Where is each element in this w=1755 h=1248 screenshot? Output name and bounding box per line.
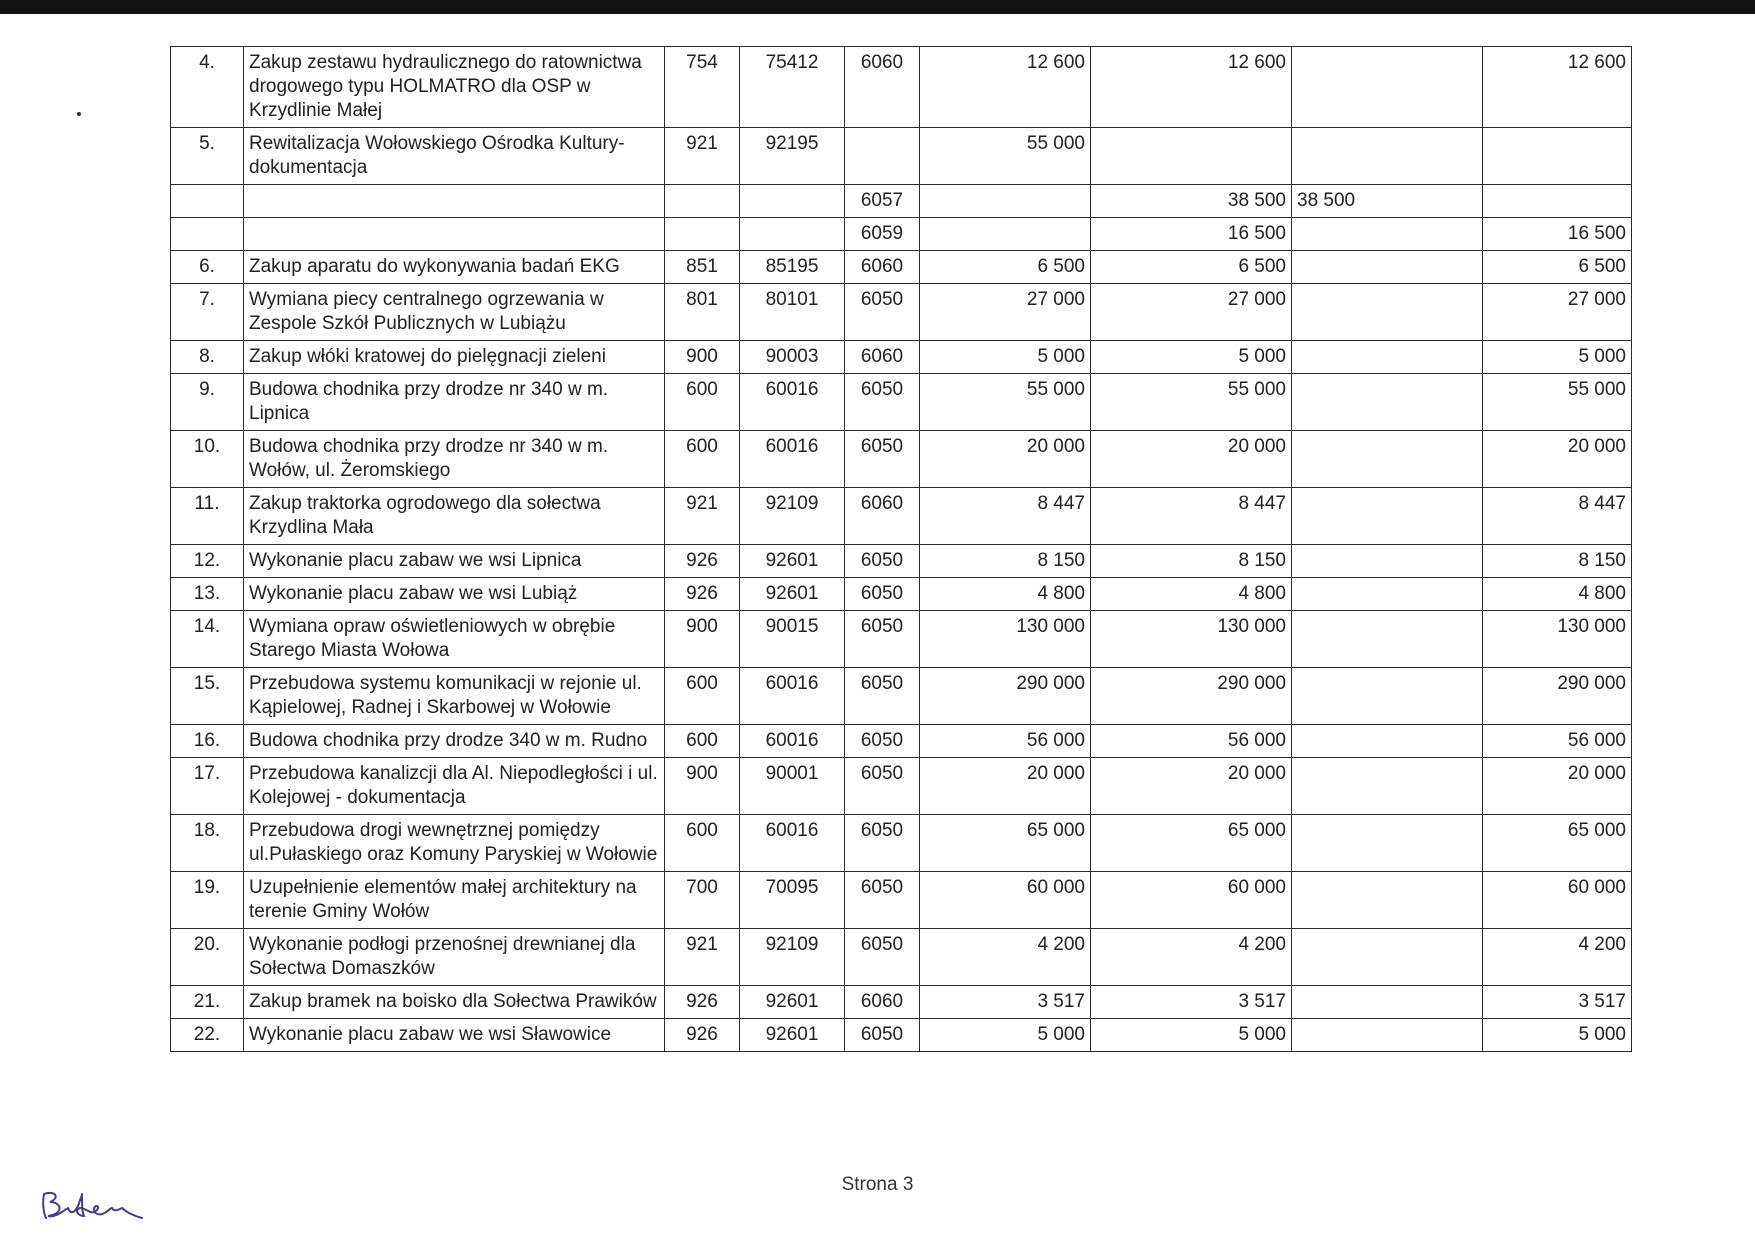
year-amount-cell: 55 000 <box>1091 374 1292 431</box>
row-number-cell: 7. <box>171 284 244 341</box>
budget-amount-cell: 56 000 <box>1483 725 1632 758</box>
task-name-cell: Rewitalizacja Wołowskiego Ośrodka Kultury- dokumentacja <box>244 128 665 185</box>
row-number-cell: 5. <box>171 128 244 185</box>
paragraf-code-cell: 6050 <box>845 578 920 611</box>
other-sources-cell <box>1292 986 1483 1019</box>
table-row <box>171 251 1632 284</box>
budget-amount-cell: 4 200 <box>1483 929 1632 986</box>
paragraf-code-cell: 6050 <box>845 545 920 578</box>
rozdzial-code-cell: 60016 <box>740 668 845 725</box>
budget-amount-cell: 130 000 <box>1483 611 1632 668</box>
rozdzial-code-cell: 92601 <box>740 1019 845 1052</box>
total-value-cell: 5 000 <box>920 341 1091 374</box>
paragraf-code-cell: 6060 <box>845 251 920 284</box>
investment-table <box>170 46 1632 1052</box>
table-row <box>171 374 1632 431</box>
rozdzial-code-cell: 92195 <box>740 128 845 185</box>
table-row <box>171 668 1632 725</box>
table-row <box>171 431 1632 488</box>
other-sources-cell <box>1292 284 1483 341</box>
dzial-code-cell: 926 <box>665 545 740 578</box>
task-name-cell: Wymiana opraw oświetleniowych w obrębie Starego Miasta Wołowa <box>244 611 665 668</box>
task-name-cell: Wymiana piecy centralnego ogrzewania w Zespole Szkół Publicznych w Lubiążu <box>244 284 665 341</box>
rozdzial-code-cell: 90003 <box>740 341 845 374</box>
year-amount-cell: 4 200 <box>1091 929 1292 986</box>
budget-amount-cell: 16 500 <box>1483 218 1632 251</box>
paragraf-code-cell: 6060 <box>845 488 920 545</box>
year-amount-cell <box>1091 128 1292 185</box>
budget-amount-cell: 12 600 <box>1483 47 1632 128</box>
total-value-cell: 4 200 <box>920 929 1091 986</box>
task-name-cell <box>244 218 665 251</box>
task-name-cell: Budowa chodnika przy drodze nr 340 w m. Wołów, ul. Żeromskiego <box>244 431 665 488</box>
total-value-cell: 55 000 <box>920 374 1091 431</box>
year-amount-cell: 65 000 <box>1091 815 1292 872</box>
dzial-code-cell: 600 <box>665 374 740 431</box>
dzial-code-cell: 921 <box>665 488 740 545</box>
table-row <box>171 611 1632 668</box>
table-row <box>171 1019 1632 1052</box>
other-sources-cell <box>1292 1019 1483 1052</box>
row-number-cell: 22. <box>171 1019 244 1052</box>
total-value-cell: 55 000 <box>920 128 1091 185</box>
row-number-cell: 14. <box>171 611 244 668</box>
paragraf-code-cell: 6050 <box>845 374 920 431</box>
total-value-cell <box>920 185 1091 218</box>
year-amount-cell: 3 517 <box>1091 986 1292 1019</box>
dzial-code-cell: 926 <box>665 578 740 611</box>
row-number-cell: 21. <box>171 986 244 1019</box>
dzial-code-cell: 801 <box>665 284 740 341</box>
scan-speck <box>77 112 81 116</box>
total-value-cell: 130 000 <box>920 611 1091 668</box>
budget-amount-cell: 5 000 <box>1483 1019 1632 1052</box>
row-number-cell: 15. <box>171 668 244 725</box>
table-row <box>171 341 1632 374</box>
year-amount-cell: 56 000 <box>1091 725 1292 758</box>
task-name-cell: Zakup bramek na boisko dla Sołectwa Prawików <box>244 986 665 1019</box>
dzial-code-cell: 900 <box>665 611 740 668</box>
paragraf-code-cell: 6057 <box>845 185 920 218</box>
other-sources-cell <box>1292 545 1483 578</box>
rozdzial-code-cell: 92109 <box>740 488 845 545</box>
row-number-cell <box>171 185 244 218</box>
task-name-cell: Wykonanie placu zabaw we wsi Sławowice <box>244 1019 665 1052</box>
row-number-cell: 19. <box>171 872 244 929</box>
paragraf-code-cell: 6050 <box>845 758 920 815</box>
dzial-code-cell: 900 <box>665 341 740 374</box>
row-number-cell: 6. <box>171 251 244 284</box>
other-sources-cell <box>1292 815 1483 872</box>
table-row <box>171 128 1632 185</box>
rozdzial-code-cell: 60016 <box>740 431 845 488</box>
total-value-cell: 27 000 <box>920 284 1091 341</box>
table-row <box>171 185 1632 218</box>
investment-table-body <box>171 47 1632 1052</box>
total-value-cell: 20 000 <box>920 758 1091 815</box>
task-name-cell: Zakup włóki kratowej do pielęgnacji zieleni <box>244 341 665 374</box>
year-amount-cell: 27 000 <box>1091 284 1292 341</box>
paragraf-code-cell: 6050 <box>845 668 920 725</box>
other-sources-cell <box>1292 611 1483 668</box>
task-name-cell: Zakup aparatu do wykonywania badań EKG <box>244 251 665 284</box>
paragraf-code-cell: 6050 <box>845 611 920 668</box>
year-amount-cell: 38 500 <box>1091 185 1292 218</box>
other-sources-cell <box>1292 929 1483 986</box>
rozdzial-code-cell: 60016 <box>740 374 845 431</box>
total-value-cell: 4 800 <box>920 578 1091 611</box>
dzial-code-cell: 900 <box>665 758 740 815</box>
dzial-code-cell: 600 <box>665 815 740 872</box>
other-sources-cell <box>1292 218 1483 251</box>
other-sources-cell <box>1292 488 1483 545</box>
rozdzial-code-cell: 90001 <box>740 758 845 815</box>
other-sources-cell <box>1292 872 1483 929</box>
paragraf-code-cell: 6050 <box>845 872 920 929</box>
dzial-code-cell: 600 <box>665 431 740 488</box>
other-sources-cell <box>1292 47 1483 128</box>
total-value-cell: 5 000 <box>920 1019 1091 1052</box>
table-row <box>171 578 1632 611</box>
row-number-cell: 8. <box>171 341 244 374</box>
year-amount-cell: 12 600 <box>1091 47 1292 128</box>
rozdzial-code-cell: 92601 <box>740 986 845 1019</box>
paragraf-code-cell <box>845 128 920 185</box>
year-amount-cell: 8 150 <box>1091 545 1292 578</box>
paragraf-code-cell: 6060 <box>845 47 920 128</box>
paragraf-code-cell: 6050 <box>845 725 920 758</box>
dzial-code-cell: 921 <box>665 929 740 986</box>
dzial-code-cell: 926 <box>665 986 740 1019</box>
paragraf-code-cell: 6050 <box>845 284 920 341</box>
budget-amount-cell: 290 000 <box>1483 668 1632 725</box>
table-row <box>171 47 1632 128</box>
rozdzial-code-cell: 60016 <box>740 725 845 758</box>
rozdzial-code-cell: 92601 <box>740 545 845 578</box>
year-amount-cell: 130 000 <box>1091 611 1292 668</box>
paragraf-code-cell: 6059 <box>845 218 920 251</box>
paragraf-code-cell: 6050 <box>845 815 920 872</box>
dzial-code-cell: 921 <box>665 128 740 185</box>
rozdzial-code-cell: 92601 <box>740 578 845 611</box>
total-value-cell: 8 447 <box>920 488 1091 545</box>
other-sources-cell <box>1292 128 1483 185</box>
rozdzial-code-cell: 75412 <box>740 47 845 128</box>
total-value-cell: 60 000 <box>920 872 1091 929</box>
table-row <box>171 218 1632 251</box>
row-number-cell <box>171 218 244 251</box>
year-amount-cell: 5 000 <box>1091 1019 1292 1052</box>
budget-amount-cell: 20 000 <box>1483 758 1632 815</box>
year-amount-cell: 20 000 <box>1091 431 1292 488</box>
table-row <box>171 725 1632 758</box>
task-name-cell: Wykonanie podłogi przenośnej drewnianej dla Sołectwa Domaszków <box>244 929 665 986</box>
year-amount-cell: 4 800 <box>1091 578 1292 611</box>
task-name-cell: Przebudowa drogi wewnętrznej pomiędzy ul.Pułaskiego oraz Komuny Paryskiej w Wołowie <box>244 815 665 872</box>
page-number: Strona 3 <box>841 1174 914 1195</box>
row-number-cell: 11. <box>171 488 244 545</box>
budget-amount-cell: 4 800 <box>1483 578 1632 611</box>
budget-amount-cell: 8 150 <box>1483 545 1632 578</box>
total-value-cell: 12 600 <box>920 47 1091 128</box>
table-row <box>171 758 1632 815</box>
row-number-cell: 9. <box>171 374 244 431</box>
budget-amount-cell: 8 447 <box>1483 488 1632 545</box>
budget-amount-cell: 20 000 <box>1483 431 1632 488</box>
row-number-cell: 16. <box>171 725 244 758</box>
other-sources-cell: 38 500 <box>1292 185 1483 218</box>
task-name-cell: Przebudowa systemu komunikacji w rejonie ul. Kąpielowej, Radnej i Skarbowej w Wołowie <box>244 668 665 725</box>
task-name-cell: Wykonanie placu zabaw we wsi Lubiąż <box>244 578 665 611</box>
handwritten-signature <box>38 1186 168 1226</box>
budget-amount-cell: 3 517 <box>1483 986 1632 1019</box>
dzial-code-cell <box>665 218 740 251</box>
task-name-cell: Wykonanie placu zabaw we wsi Lipnica <box>244 545 665 578</box>
rozdzial-code-cell: 60016 <box>740 815 845 872</box>
row-number-cell: 18. <box>171 815 244 872</box>
task-name-cell: Przebudowa kanalizcji dla Al. Niepodległości i ul. Kolejowej - dokumentacja <box>244 758 665 815</box>
total-value-cell: 3 517 <box>920 986 1091 1019</box>
year-amount-cell: 8 447 <box>1091 488 1292 545</box>
paragraf-code-cell: 6050 <box>845 431 920 488</box>
dzial-code-cell: 600 <box>665 668 740 725</box>
task-name-cell: Budowa chodnika przy drodze 340 w m. Rudno <box>244 725 665 758</box>
other-sources-cell <box>1292 578 1483 611</box>
table-row <box>171 488 1632 545</box>
task-name-cell: Zakup zestawu hydraulicznego do ratownictwa drogowego typu HOLMATRO dla OSP w Krzydlinie Małej <box>244 47 665 128</box>
table-row <box>171 872 1632 929</box>
budget-amount-cell: 65 000 <box>1483 815 1632 872</box>
table-row <box>171 545 1632 578</box>
row-number-cell: 13. <box>171 578 244 611</box>
row-number-cell: 12. <box>171 545 244 578</box>
rozdzial-code-cell: 90015 <box>740 611 845 668</box>
other-sources-cell <box>1292 341 1483 374</box>
rozdzial-code-cell: 80101 <box>740 284 845 341</box>
rozdzial-code-cell: 85195 <box>740 251 845 284</box>
total-value-cell: 65 000 <box>920 815 1091 872</box>
table-row <box>171 815 1632 872</box>
rozdzial-code-cell: 92109 <box>740 929 845 986</box>
row-number-cell: 17. <box>171 758 244 815</box>
year-amount-cell: 20 000 <box>1091 758 1292 815</box>
year-amount-cell: 6 500 <box>1091 251 1292 284</box>
rozdzial-code-cell: 70095 <box>740 872 845 929</box>
paragraf-code-cell: 6050 <box>845 929 920 986</box>
paragraf-code-cell: 6060 <box>845 986 920 1019</box>
year-amount-cell: 16 500 <box>1091 218 1292 251</box>
budget-amount-cell: 27 000 <box>1483 284 1632 341</box>
table-row <box>171 929 1632 986</box>
row-number-cell: 4. <box>171 47 244 128</box>
total-value-cell <box>920 218 1091 251</box>
dzial-code-cell: 926 <box>665 1019 740 1052</box>
total-value-cell: 290 000 <box>920 668 1091 725</box>
scan-top-edge <box>0 0 1755 14</box>
budget-amount-cell: 6 500 <box>1483 251 1632 284</box>
other-sources-cell <box>1292 668 1483 725</box>
budget-amount-cell: 60 000 <box>1483 872 1632 929</box>
rozdzial-code-cell <box>740 185 845 218</box>
task-name-cell <box>244 185 665 218</box>
task-name-cell: Budowa chodnika przy drodze nr 340 w m. Lipnica <box>244 374 665 431</box>
other-sources-cell <box>1292 431 1483 488</box>
year-amount-cell: 290 000 <box>1091 668 1292 725</box>
task-name-cell: Zakup traktorka ogrodowego dla sołectwa Krzydlina Mała <box>244 488 665 545</box>
task-name-cell: Uzupełnienie elementów małej architektury na terenie Gminy Wołów <box>244 872 665 929</box>
budget-amount-cell: 55 000 <box>1483 374 1632 431</box>
table-row <box>171 986 1632 1019</box>
total-value-cell: 8 150 <box>920 545 1091 578</box>
budget-table-container <box>170 46 1626 1052</box>
total-value-cell: 20 000 <box>920 431 1091 488</box>
dzial-code-cell: 851 <box>665 251 740 284</box>
row-number-cell: 20. <box>171 929 244 986</box>
other-sources-cell <box>1292 251 1483 284</box>
dzial-code-cell <box>665 185 740 218</box>
dzial-code-cell: 600 <box>665 725 740 758</box>
year-amount-cell: 60 000 <box>1091 872 1292 929</box>
budget-amount-cell <box>1483 128 1632 185</box>
other-sources-cell <box>1292 725 1483 758</box>
other-sources-cell <box>1292 758 1483 815</box>
other-sources-cell <box>1292 374 1483 431</box>
table-row <box>171 284 1632 341</box>
dzial-code-cell: 700 <box>665 872 740 929</box>
year-amount-cell: 5 000 <box>1091 341 1292 374</box>
paragraf-code-cell: 6050 <box>845 1019 920 1052</box>
budget-amount-cell <box>1483 185 1632 218</box>
rozdzial-code-cell <box>740 218 845 251</box>
row-number-cell: 10. <box>171 431 244 488</box>
dzial-code-cell: 754 <box>665 47 740 128</box>
budget-amount-cell: 5 000 <box>1483 341 1632 374</box>
total-value-cell: 6 500 <box>920 251 1091 284</box>
total-value-cell: 56 000 <box>920 725 1091 758</box>
paragraf-code-cell: 6060 <box>845 341 920 374</box>
